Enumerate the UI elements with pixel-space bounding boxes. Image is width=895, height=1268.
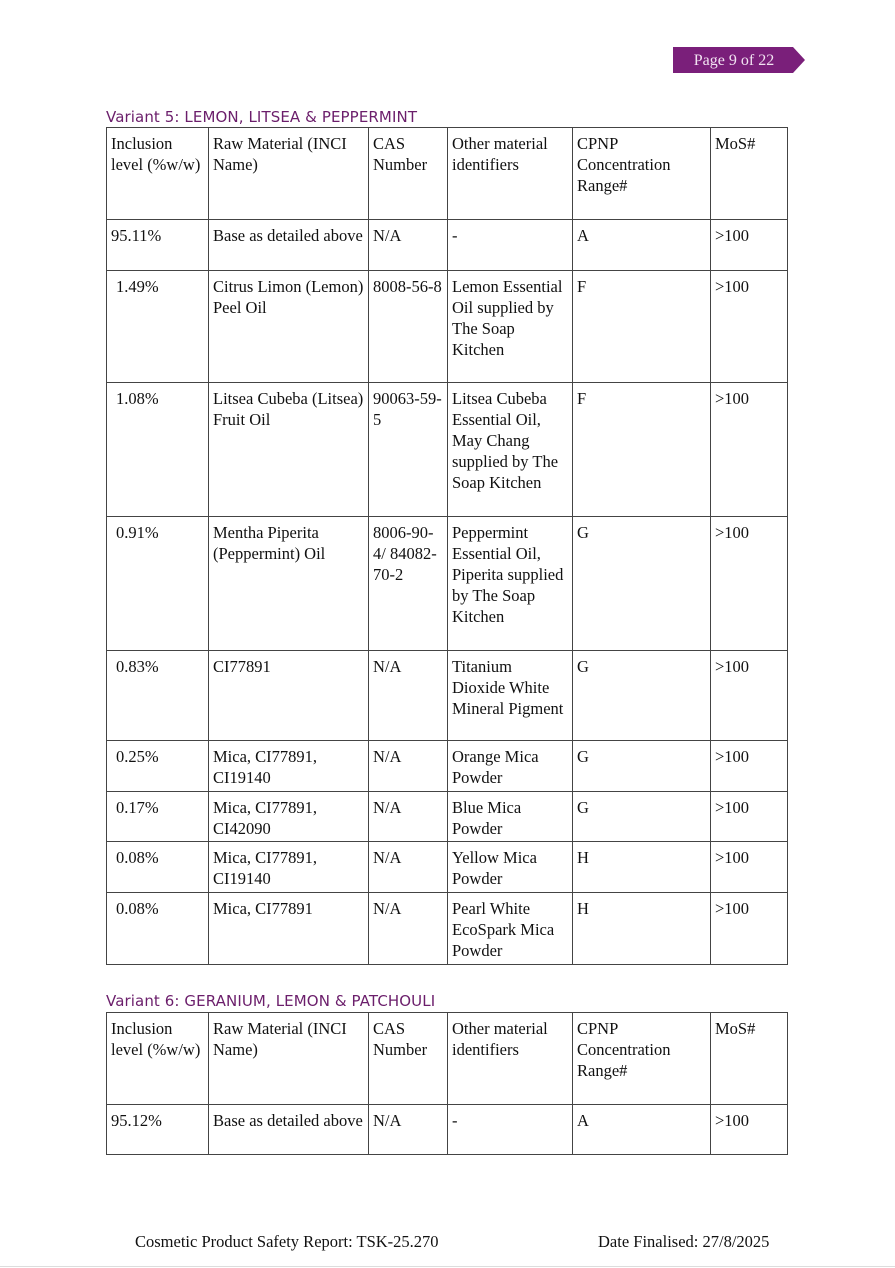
- cell-cpnp-range: A: [573, 1105, 711, 1155]
- header-cpnp-range: CPNP Concentration Range#: [573, 128, 711, 220]
- variant-6-title: Variant 6: GERANIUM, LEMON & PATCHOULI: [106, 992, 436, 1010]
- cell-raw-material: Base as detailed above: [209, 220, 369, 271]
- table-row: [107, 792, 788, 842]
- cell-mos: >100: [711, 893, 788, 965]
- header-inclusion-level: Inclusion level (%w/w): [107, 128, 209, 220]
- cell-raw-material: Mentha Piperita (Peppermint) Oil: [209, 517, 369, 651]
- header-mos: MoS#: [711, 1013, 788, 1105]
- cell-other-identifiers: Orange Mica Powder: [448, 741, 573, 792]
- cell-inclusion-level: 1.08%: [107, 383, 209, 517]
- cell-cpnp-range: G: [573, 517, 711, 651]
- cell-cas-number: 8008-56-8: [369, 271, 448, 383]
- cell-raw-material: Mica, CI77891, CI42090: [209, 792, 369, 842]
- cell-cas-number: 90063-59-5: [369, 383, 448, 517]
- cell-cas-number: N/A: [369, 893, 448, 965]
- cell-mos: >100: [711, 842, 788, 893]
- cell-mos: >100: [711, 517, 788, 651]
- cell-mos: >100: [711, 651, 788, 741]
- table-row: [107, 383, 788, 517]
- table-row: [107, 741, 788, 792]
- cell-mos: >100: [711, 792, 788, 842]
- cell-mos: >100: [711, 1105, 788, 1155]
- cell-cpnp-range: G: [573, 741, 711, 792]
- cell-cas-number: N/A: [369, 741, 448, 792]
- cell-other-identifiers: Blue Mica Powder: [448, 792, 573, 842]
- cell-cas-number: N/A: [369, 1105, 448, 1155]
- cell-other-identifiers: Titanium Dioxide White Mineral Pigment: [448, 651, 573, 741]
- cell-raw-material: Litsea Cubeba (Litsea) Fruit Oil: [209, 383, 369, 517]
- variant-5-table: [106, 127, 788, 965]
- cell-cas-number: 8006-90-4/ 84082-70-2: [369, 517, 448, 651]
- cell-inclusion-level: 1.49%: [107, 271, 209, 383]
- cell-mos: >100: [711, 220, 788, 271]
- cell-mos: >100: [711, 383, 788, 517]
- cell-cas-number: N/A: [369, 792, 448, 842]
- table-row: [107, 271, 788, 383]
- cell-other-identifiers: -: [448, 220, 573, 271]
- variant-6-table: [106, 1012, 788, 1155]
- cell-other-identifiers: Pearl White EcoSpark Mica Powder: [448, 893, 573, 965]
- cell-cpnp-range: A: [573, 220, 711, 271]
- header-row: [107, 1013, 788, 1105]
- table-row: [107, 1105, 788, 1155]
- cell-mos: >100: [711, 271, 788, 383]
- page-number-label: Page 9 of 22: [693, 52, 775, 69]
- cell-cpnp-range: F: [573, 383, 711, 517]
- page-number-badge: [673, 47, 805, 73]
- cell-raw-material: Citrus Limon (Lemon) Peel Oil: [209, 271, 369, 383]
- cell-cpnp-range: G: [573, 651, 711, 741]
- table-row: [107, 220, 788, 271]
- cell-cpnp-range: G: [573, 792, 711, 842]
- cell-other-identifiers: Lemon Essential Oil supplied by The Soap Kitchen: [448, 271, 573, 383]
- footer-date-finalised: Date Finalised: 27/8/2025: [598, 1232, 770, 1251]
- table-row: [107, 842, 788, 893]
- table-row: [107, 651, 788, 741]
- cell-raw-material: Base as detailed above: [209, 1105, 369, 1155]
- cell-cpnp-range: H: [573, 893, 711, 965]
- cell-raw-material: Mica, CI77891, CI19140: [209, 741, 369, 792]
- table-row: [107, 517, 788, 651]
- cell-cpnp-range: H: [573, 842, 711, 893]
- header-mos: MoS#: [711, 128, 788, 220]
- cell-inclusion-level: 95.11%: [107, 220, 209, 271]
- footer-report-id: Cosmetic Product Safety Report: TSK-25.270: [135, 1232, 439, 1251]
- table-row: [107, 893, 788, 965]
- header-raw-material: Raw Material (INCI Name): [209, 1013, 369, 1105]
- header-row: [107, 128, 788, 220]
- header-raw-material: Raw Material (INCI Name): [209, 128, 369, 220]
- cell-inclusion-level: 0.25%: [107, 741, 209, 792]
- cell-cas-number: N/A: [369, 651, 448, 741]
- header-other-identifiers: Other material identifiers: [448, 1013, 573, 1105]
- header-inclusion-level: Inclusion level (%w/w): [107, 1013, 209, 1105]
- cell-raw-material: CI77891: [209, 651, 369, 741]
- cell-inclusion-level: 0.08%: [107, 842, 209, 893]
- cell-cpnp-range: F: [573, 271, 711, 383]
- cell-inclusion-level: 0.91%: [107, 517, 209, 651]
- cell-inclusion-level: 0.17%: [107, 792, 209, 842]
- cell-raw-material: Mica, CI77891, CI19140: [209, 842, 369, 893]
- cell-raw-material: Mica, CI77891: [209, 893, 369, 965]
- header-cas-number: CAS Number: [369, 128, 448, 220]
- header-cas-number: CAS Number: [369, 1013, 448, 1105]
- cell-other-identifiers: Litsea Cubeba Essential Oil, May Chang supplied by The Soap Kitchen: [448, 383, 573, 517]
- variant-5-title: Variant 5: LEMON, LITSEA & PEPPERMINT: [106, 108, 418, 126]
- cell-inclusion-level: 0.08%: [107, 893, 209, 965]
- page-edge-divider: [0, 1266, 895, 1267]
- cell-other-identifiers: -: [448, 1105, 573, 1155]
- cell-inclusion-level: 95.12%: [107, 1105, 209, 1155]
- header-cpnp-range: CPNP Concentration Range#: [573, 1013, 711, 1105]
- cell-mos: >100: [711, 741, 788, 792]
- cell-other-identifiers: Peppermint Essential Oil, Piperita supplied by The Soap Kitchen: [448, 517, 573, 651]
- cell-cas-number: N/A: [369, 220, 448, 271]
- header-other-identifiers: Other material identifiers: [448, 128, 573, 220]
- cell-inclusion-level: 0.83%: [107, 651, 209, 741]
- cell-other-identifiers: Yellow Mica Powder: [448, 842, 573, 893]
- cell-cas-number: N/A: [369, 842, 448, 893]
